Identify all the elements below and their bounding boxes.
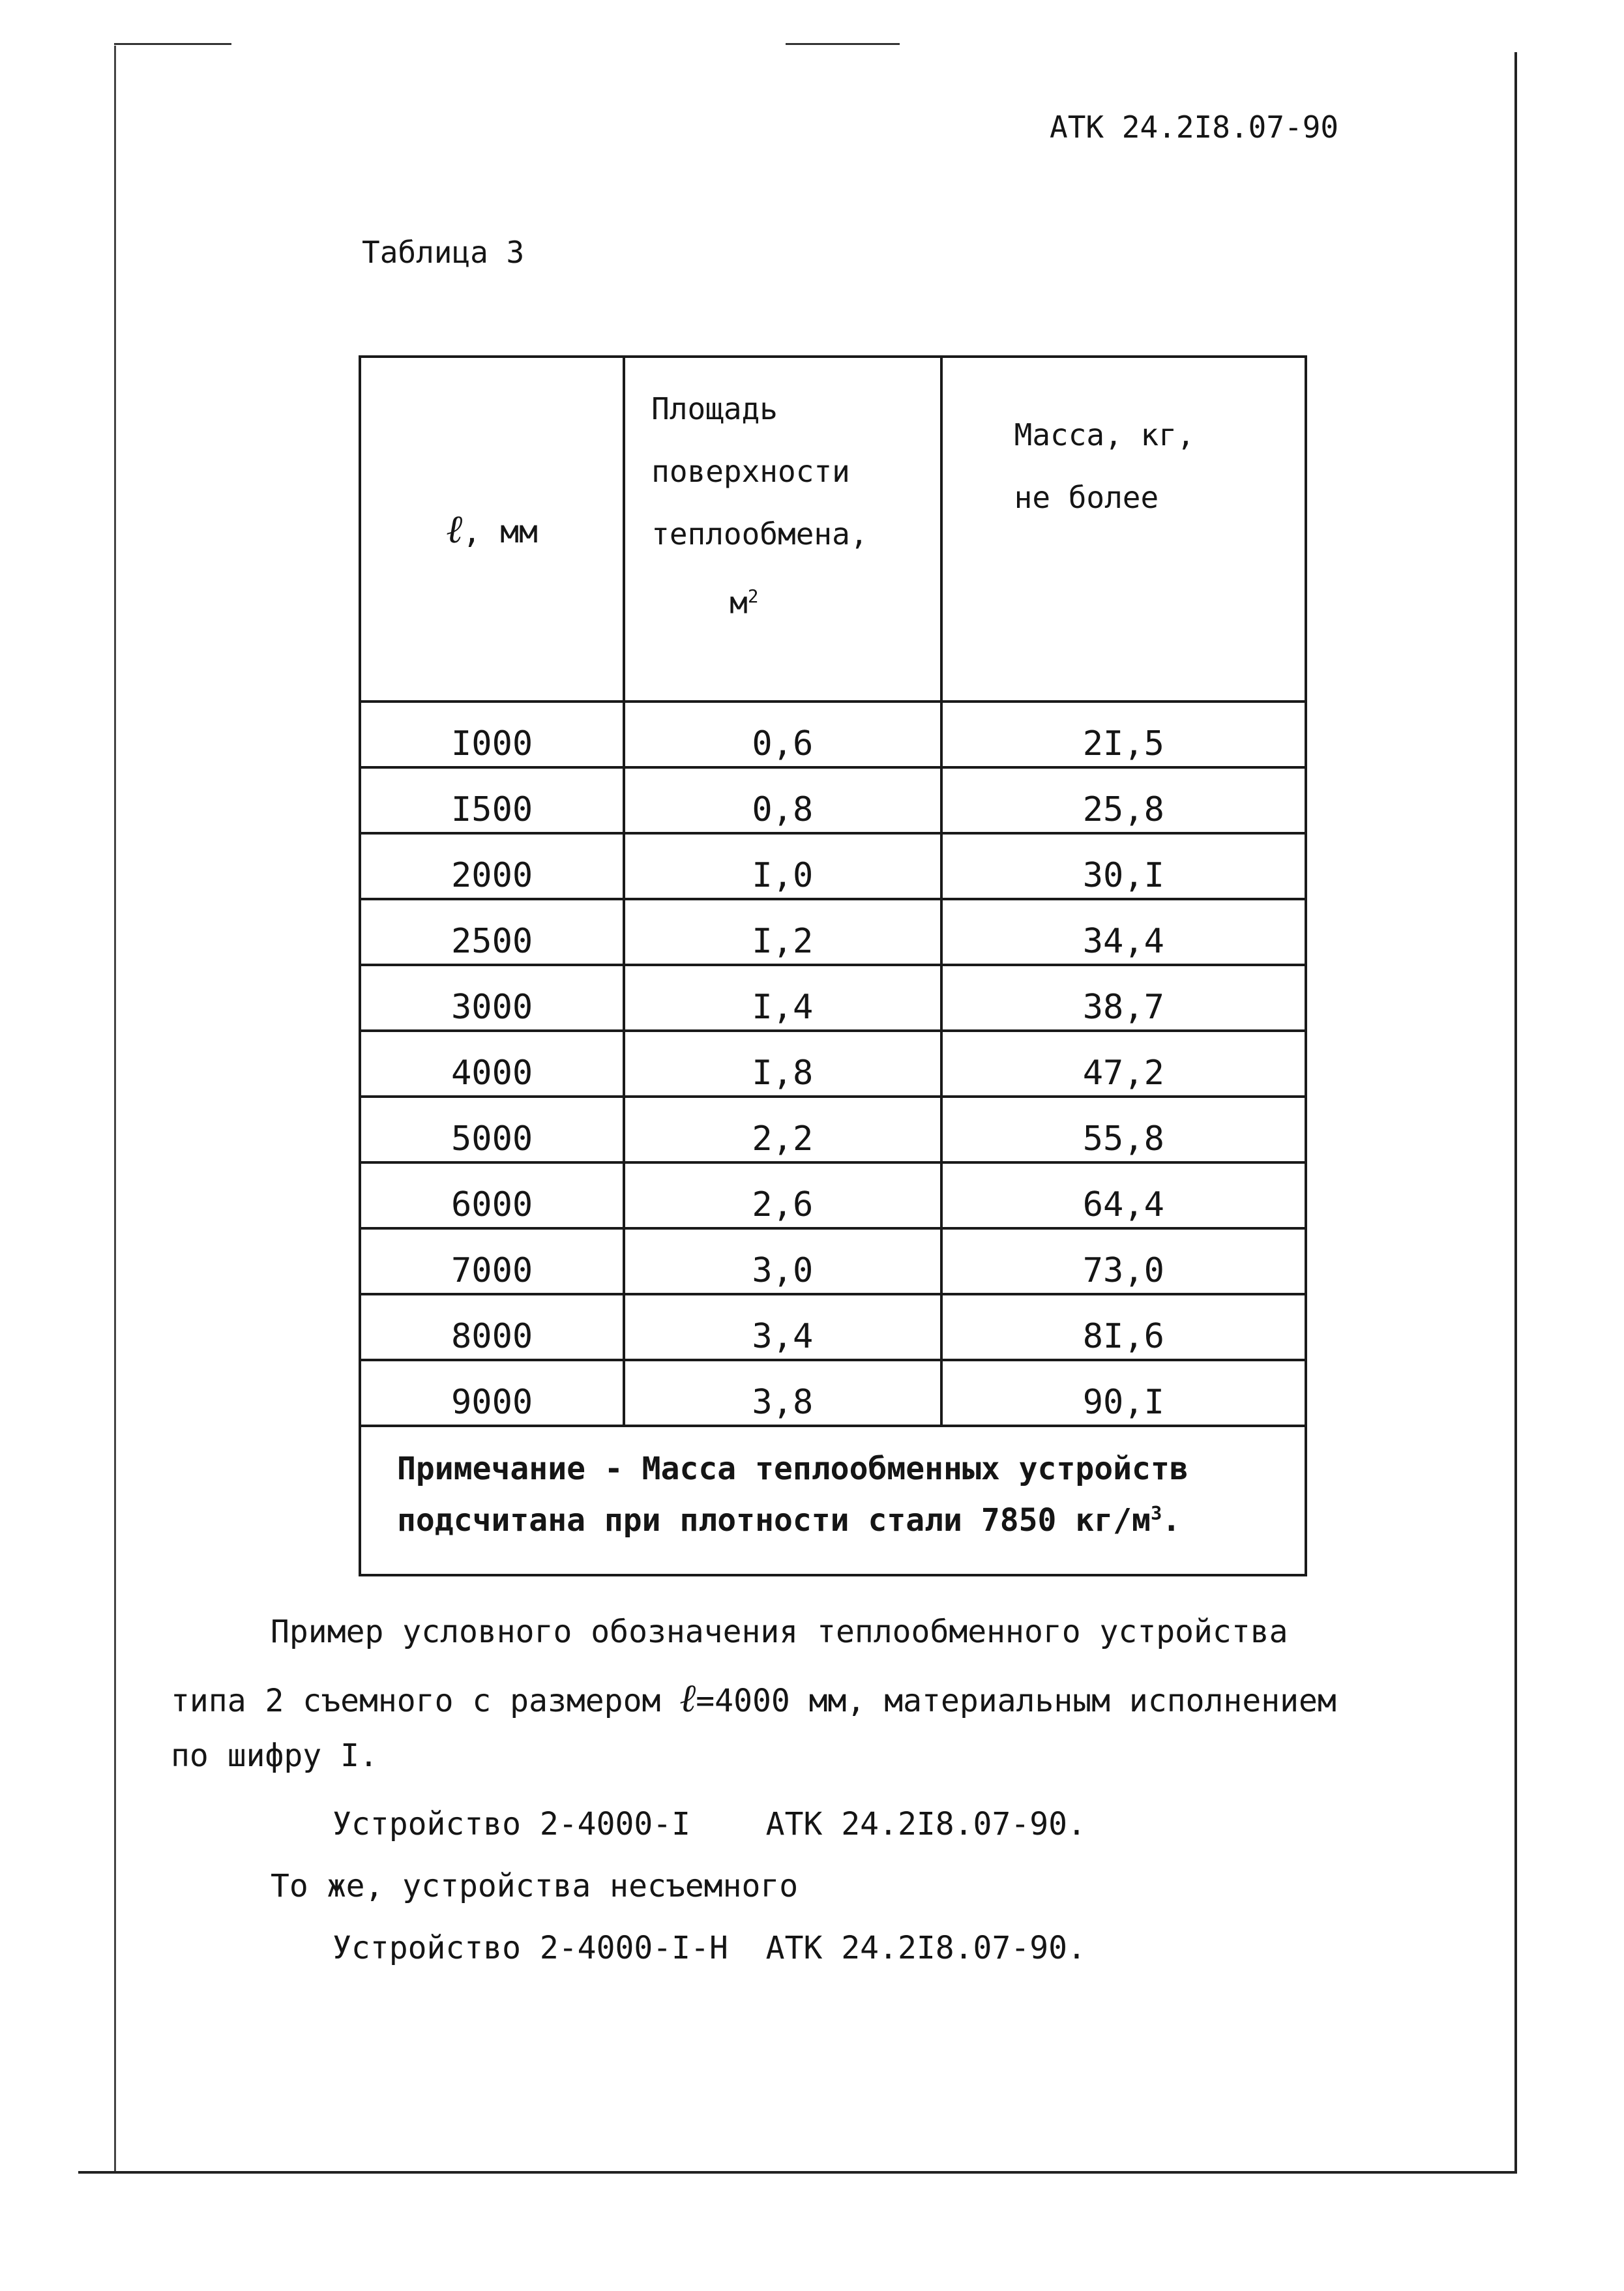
area-cell: 2,2 <box>624 1097 941 1162</box>
frame-bottom-line <box>78 2171 1517 2174</box>
example-text: типа 2 съемного с размером <box>171 1683 680 1719</box>
area-header-unit <box>651 565 940 634</box>
table-row <box>360 1097 1306 1162</box>
length-symbol: ℓ <box>446 506 463 552</box>
mass-header-line: не более <box>1014 480 1159 515</box>
area-cell: I,0 <box>624 833 941 899</box>
data-table <box>359 355 1307 1576</box>
length-cell: 2500 <box>360 899 624 965</box>
area-header-line: теплообмена, <box>651 516 868 552</box>
area-unit: м <box>730 585 748 621</box>
header-mass <box>941 357 1306 702</box>
document-code: АТК 24.2I8.07-90 <box>1050 110 1339 145</box>
table-row <box>360 767 1306 833</box>
frame-top-right-line <box>786 43 900 45</box>
mass-cell: 30,I <box>941 833 1306 899</box>
table-row <box>360 1162 1306 1228</box>
length-cell: I000 <box>360 702 624 767</box>
frame-top-left-line <box>114 43 231 45</box>
designation-removable: Устройство 2-4000-I АТК 24.2I8.07-90. <box>332 1806 1086 1842</box>
area-cell: 3,8 <box>624 1360 941 1426</box>
area-cell: 0,8 <box>624 767 941 833</box>
area-cell: 0,6 <box>624 702 941 767</box>
length-cell: 4000 <box>360 1031 624 1097</box>
table-note <box>360 1426 1306 1575</box>
note-row <box>360 1426 1306 1575</box>
mass-cell: 25,8 <box>941 767 1306 833</box>
example-paragraph-line <box>171 1676 1336 1721</box>
table-row <box>360 702 1306 767</box>
mass-cell: 38,7 <box>941 965 1306 1031</box>
area-cell: I,8 <box>624 1031 941 1097</box>
area-cell: I,4 <box>624 965 941 1031</box>
same-for-fixed: То же, устройства несъемного <box>271 1868 799 1904</box>
header-area <box>624 357 941 702</box>
length-cell: 9000 <box>360 1360 624 1426</box>
table-header-row <box>360 357 1306 702</box>
table-row <box>360 833 1306 899</box>
frame-right-line <box>1514 52 1517 2171</box>
example-paragraph-line: по шифру I. <box>171 1737 378 1774</box>
area-cell: 3,4 <box>624 1294 941 1360</box>
mass-header-line: Масса, кг, <box>1014 417 1195 452</box>
area-cell: 3,0 <box>624 1228 941 1294</box>
example-paragraph-line: Пример условного обозначения теплообменного устройства <box>271 1614 1288 1650</box>
table-body <box>360 702 1306 1426</box>
length-unit: , мм <box>462 513 538 550</box>
note-period: . <box>1162 1502 1181 1539</box>
table-row <box>360 899 1306 965</box>
table-row <box>360 1031 1306 1097</box>
length-cell: I500 <box>360 767 624 833</box>
mass-cell: 47,2 <box>941 1031 1306 1097</box>
length-symbol: ℓ <box>679 1676 696 1721</box>
length-cell: 6000 <box>360 1162 624 1228</box>
area-cell: 2,6 <box>624 1162 941 1228</box>
area-header-line: поверхности <box>651 454 850 489</box>
designation-fixed: Устройство 2-4000-I-Н АТК 24.2I8.07-90. <box>332 1930 1086 1966</box>
note-exponent: 3 <box>1150 1502 1162 1524</box>
mass-cell: 73,0 <box>941 1228 1306 1294</box>
table-row <box>360 1228 1306 1294</box>
area-unit-exponent: 2 <box>747 585 759 607</box>
mass-cell: 55,8 <box>941 1097 1306 1162</box>
mass-cell: 2I,5 <box>941 702 1306 767</box>
note-line <box>397 1491 1305 1543</box>
table-caption: Таблица 3 <box>362 235 525 270</box>
example-text: =4000 мм, материальным исполнением <box>696 1683 1336 1719</box>
length-cell: 3000 <box>360 965 624 1031</box>
mass-cell: 64,4 <box>941 1162 1306 1228</box>
frame-left-line <box>114 46 116 2171</box>
table-row <box>360 1294 1306 1360</box>
length-cell: 5000 <box>360 1097 624 1162</box>
table-row <box>360 965 1306 1031</box>
mass-cell: 90,I <box>941 1360 1306 1426</box>
mass-cell: 34,4 <box>941 899 1306 965</box>
area-header-line: Площадь <box>651 391 778 426</box>
length-cell: 2000 <box>360 833 624 899</box>
mass-cell: 8I,6 <box>941 1294 1306 1360</box>
length-cell: 7000 <box>360 1228 624 1294</box>
area-cell: I,2 <box>624 899 941 965</box>
header-length <box>360 357 624 702</box>
length-cell: 8000 <box>360 1294 624 1360</box>
table-row <box>360 1360 1306 1426</box>
note-line: Примечание - Масса теплообменных устройств <box>397 1451 1188 1487</box>
note-text: подсчитана при плотности стали 7850 кг/м <box>397 1502 1151 1539</box>
